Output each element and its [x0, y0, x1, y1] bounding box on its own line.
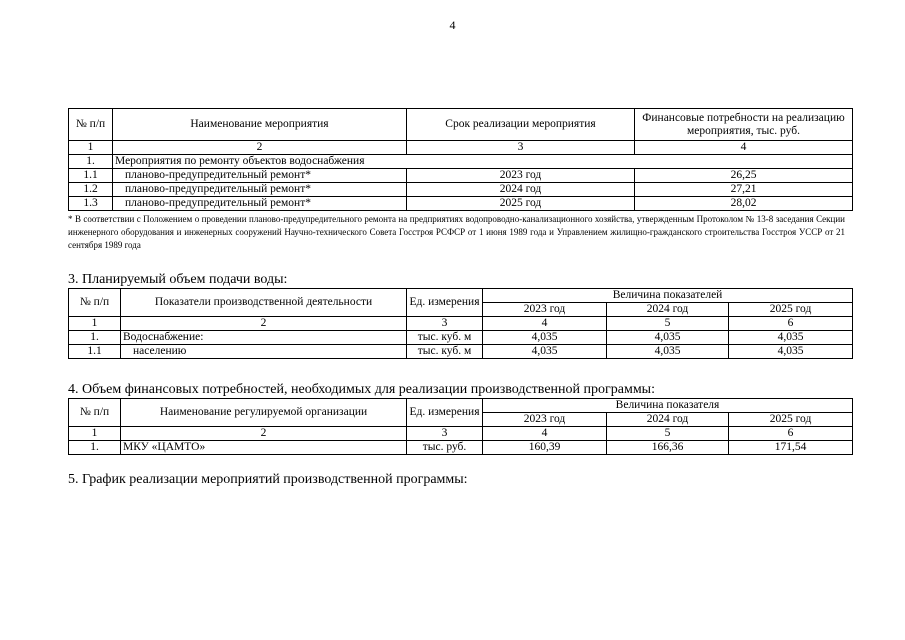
table-row [69, 183, 853, 197]
numbering-row [69, 317, 853, 331]
numbering-cell: 4 [483, 317, 607, 331]
table-row [69, 197, 853, 211]
row-name: планово-предупредительный ремонт* [113, 169, 407, 183]
section-num: 1. [69, 155, 113, 169]
row-name: населению [121, 345, 407, 359]
numbering-cell: 6 [729, 427, 853, 441]
table-header-row [69, 289, 853, 303]
numbering-cell: 3 [407, 141, 635, 155]
table-header-row [69, 399, 853, 413]
row-term: 2023 год [407, 169, 635, 183]
header-year: 2025 год [729, 413, 853, 427]
row-value: 26,25 [635, 169, 853, 183]
row-value-2025: 4,035 [729, 345, 853, 359]
numbering-cell: 4 [635, 141, 853, 155]
header-name: Показатели производственной деятельности [121, 289, 407, 317]
row-name: планово-предупредительный ремонт* [113, 183, 407, 197]
header-group: Величина показателей [483, 289, 853, 303]
financial-needs-table [68, 398, 853, 455]
row-value-2025: 171,54 [729, 441, 853, 455]
header-year: 2023 год [483, 413, 607, 427]
row-num: 1.1 [69, 169, 113, 183]
measures-table [68, 108, 853, 211]
row-value-2024: 4,035 [607, 331, 729, 345]
row-num: 1. [69, 331, 121, 345]
row-name: Водоснабжение: [121, 331, 407, 345]
footnote: * В соответствии с Положением о проведении планово-предупредительного ремонта на предприятиях водопроводно-канализационного хозяйства, утвержденным Протоколом № 13-8 заседания Секции инженерного оборудования и инженерных сооружений Научно-технического Совета Госстроя РСФСР от 1 июня 1989 года и Управлением жилищно-гражданского строительства Госстроя УССР от 21 сентября 1989 года [68, 214, 845, 250]
header-year: 2025 год [729, 303, 853, 317]
row-value-2025: 4,035 [729, 331, 853, 345]
header-unit: Ед. измерения [407, 289, 483, 317]
row-num: 1.3 [69, 197, 113, 211]
header-group: Величина показателя [483, 399, 853, 413]
numbering-cell: 2 [113, 141, 407, 155]
header-num: № п/п [69, 109, 113, 141]
header-num: № п/п [69, 399, 121, 427]
row-num: 1.1 [69, 345, 121, 359]
row-unit: тыс. руб. [407, 441, 483, 455]
header-name: Наименование мероприятия [113, 109, 407, 141]
row-value-2024: 4,035 [607, 345, 729, 359]
water-supply-table [68, 288, 853, 359]
row-value: 28,02 [635, 197, 853, 211]
header-term: Срок реализации мероприятия [407, 109, 635, 141]
header-year: 2024 год [607, 303, 729, 317]
row-term: 2024 год [407, 183, 635, 197]
numbering-cell: 1 [69, 317, 121, 331]
row-value-2023: 160,39 [483, 441, 607, 455]
row-value-2023: 4,035 [483, 345, 607, 359]
numbering-row [69, 427, 853, 441]
header-num: № п/п [69, 289, 121, 317]
section4-title: 4. Объем финансовых потребностей, необходимых для реализации производственной программы: [68, 382, 655, 397]
section-title: Мероприятия по ремонту объектов водоснабжения [113, 155, 853, 169]
row-name: МКУ «ЦАМТО» [121, 441, 407, 455]
table-row [69, 345, 853, 359]
table-row [69, 441, 853, 455]
row-value-2024: 166,36 [607, 441, 729, 455]
row-num: 1. [69, 441, 121, 455]
header-cost: Финансовые потребности на реализацию мероприятия, тыс. руб. [635, 109, 853, 141]
row-name: планово-предупредительный ремонт* [113, 197, 407, 211]
section5-title: 5. График реализации мероприятий производственной программы: [68, 472, 468, 487]
numbering-row [69, 141, 853, 155]
numbering-cell: 2 [121, 317, 407, 331]
header-name: Наименование регулируемой организации [121, 399, 407, 427]
table-row [69, 331, 853, 345]
header-year: 2023 год [483, 303, 607, 317]
numbering-cell: 3 [407, 427, 483, 441]
numbering-cell: 1 [69, 141, 113, 155]
table-header-row [69, 109, 853, 141]
row-term: 2025 год [407, 197, 635, 211]
row-value-2023: 4,035 [483, 331, 607, 345]
header-year: 2024 год [607, 413, 729, 427]
row-unit: тыс. куб. м [407, 345, 483, 359]
section-row [69, 155, 853, 169]
row-value: 27,21 [635, 183, 853, 197]
row-num: 1.2 [69, 183, 113, 197]
page-number: 4 [449, 18, 456, 32]
numbering-cell: 6 [729, 317, 853, 331]
numbering-cell: 4 [483, 427, 607, 441]
table-row [69, 169, 853, 183]
row-unit: тыс. куб. м [407, 331, 483, 345]
numbering-cell: 2 [121, 427, 407, 441]
header-unit: Ед. измерения [407, 399, 483, 427]
numbering-cell: 3 [407, 317, 483, 331]
numbering-cell: 5 [607, 317, 729, 331]
numbering-cell: 1 [69, 427, 121, 441]
numbering-cell: 5 [607, 427, 729, 441]
section3-title: 3. Планируемый объем подачи воды: [68, 272, 288, 287]
